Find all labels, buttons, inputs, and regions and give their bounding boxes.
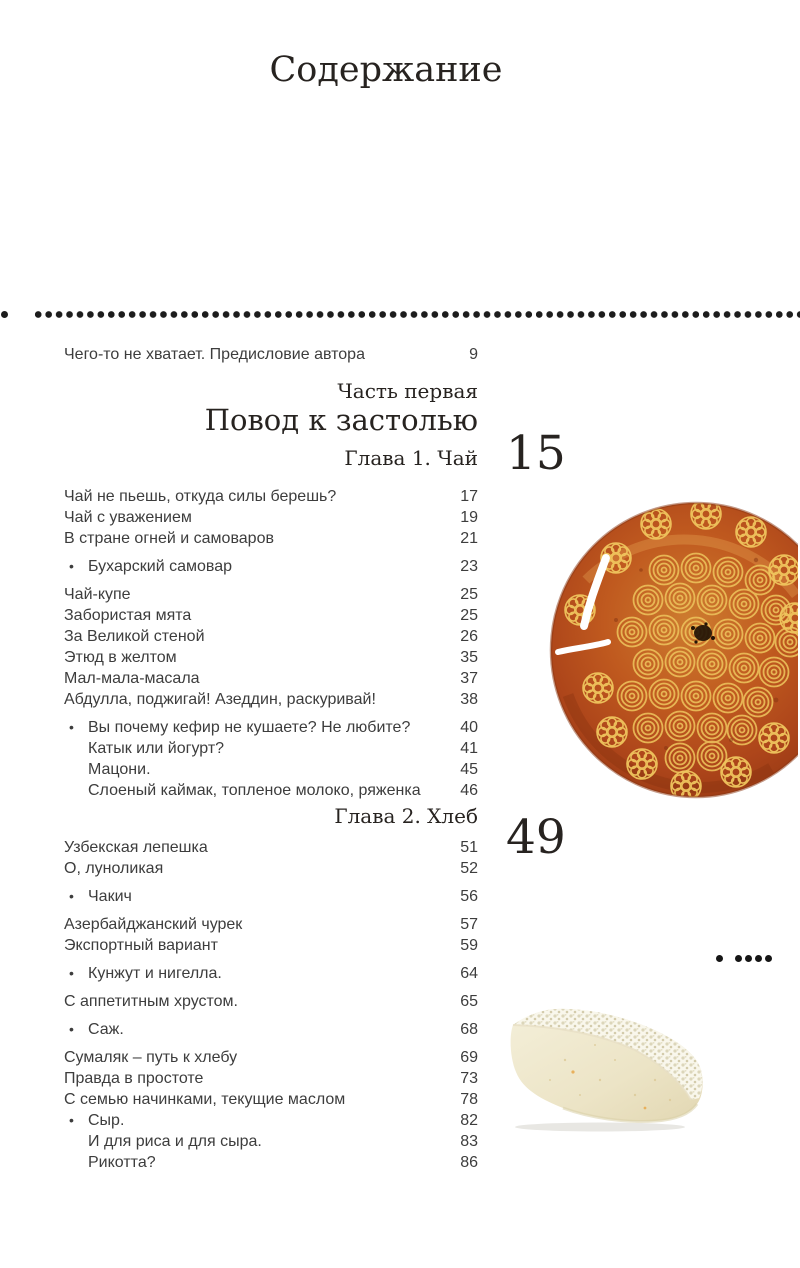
toc-entry-page: 73 (460, 1070, 478, 1087)
toc-entry-label: Чай не пьешь, откуда силы берешь? (64, 488, 337, 505)
ornament-dot (755, 955, 762, 962)
toc-entry-label: И для риса и для сыра. (88, 1133, 262, 1150)
ornament-dot (765, 955, 772, 962)
toc-entry-label: Забористая мята (64, 607, 192, 624)
toc-entry (64, 1152, 478, 1173)
toc-entry (64, 344, 478, 365)
toc-entry (64, 886, 478, 907)
toc-entry (64, 1131, 478, 1152)
toc-entry-label: За Великой стеной (64, 628, 205, 645)
toc-entry-page: 9 (469, 346, 478, 363)
divider-dot-strip (33, 310, 800, 319)
toc-entry-page: 45 (460, 761, 478, 778)
chapter-page-number: 15 (506, 426, 566, 481)
toc-entry-label: Чай-купе (64, 586, 131, 603)
toc-entry-label: Чакич (88, 888, 132, 905)
bullet-icon: • (69, 1112, 74, 1128)
toc-entry-label: Мацони. (88, 761, 151, 778)
toc-entry (64, 717, 478, 738)
dots-ornament (716, 955, 775, 962)
toc-entry-page: 25 (460, 607, 478, 624)
toc-entry-label: Катык или йогурт? (88, 740, 225, 757)
toc-entry-label: Слоеный каймак, топленое молоко, ряженка (88, 782, 421, 799)
toc-entry-label: Правда в простоте (64, 1070, 204, 1087)
part-kicker: Часть первая (337, 379, 478, 403)
toc-entry-label: Сумаляк – путь к хлебу (64, 1049, 238, 1066)
toc-entry-label: Экспортный вариант (64, 937, 218, 954)
toc-entry (64, 486, 478, 507)
toc-entry-page: 69 (460, 1049, 478, 1066)
toc-entry (64, 605, 478, 626)
toc-entry (64, 507, 478, 528)
toc-entry (64, 963, 478, 984)
toc-entry-page: 64 (460, 965, 478, 982)
toc-entry-label: Вы почему кефир не кушаете? Не любите? (88, 719, 411, 736)
toc-entry (64, 914, 478, 935)
toc-entry (64, 1068, 478, 1089)
toc-entry (64, 991, 478, 1012)
toc-entry-label: Рикотта? (88, 1154, 156, 1171)
toc-entry (64, 528, 478, 549)
toc-entry-page: 68 (460, 1021, 478, 1038)
dotted-divider (0, 310, 800, 319)
toc-entry-page: 78 (460, 1091, 478, 1108)
toc-entry-page: 57 (460, 916, 478, 933)
toc-column (64, 344, 478, 1173)
toc-entry (64, 759, 478, 780)
page-title: Содержание (269, 50, 503, 90)
toc-entry (64, 738, 478, 759)
bullet-icon: • (69, 558, 74, 574)
toc-entry-label: О, луноликая (64, 860, 164, 877)
chapter-page-number: 49 (506, 810, 566, 865)
toc-entry-page: 26 (460, 628, 478, 645)
toc-entry-page: 82 (460, 1112, 478, 1129)
toc-entry-label: Чего-то не хватает. Предисловие автора (64, 346, 365, 363)
toc-entry (64, 1110, 478, 1131)
toc-entry (64, 647, 478, 668)
toc-entry (64, 780, 478, 801)
toc-entry (64, 1047, 478, 1068)
toc-entry-label: Мал-мала-масала (64, 670, 200, 687)
toc-entry (64, 1089, 478, 1110)
toc-entry-page: 51 (460, 839, 478, 856)
toc-entry-label: Кунжут и нигелла. (88, 965, 222, 982)
part-title: Повод к застолью (204, 403, 478, 437)
toc-entry-label: В стране огней и самоваров (64, 530, 274, 547)
toc-entry-page: 23 (460, 558, 478, 575)
toc-entry-label: Абдулла, поджигай! Азеддин, раскуривай! (64, 691, 376, 708)
toc-entry (64, 1019, 478, 1040)
chapter-heading: Глава 1. Чай (344, 446, 478, 470)
chapter (64, 445, 478, 801)
toc-entry-label: Саж. (88, 1021, 124, 1038)
toc-entry (64, 626, 478, 647)
cheese-photo (505, 1000, 710, 1132)
toc-entry-label: Чай с уважением (64, 509, 192, 526)
bullet-icon: • (69, 965, 74, 981)
toc-entry-page: 38 (460, 691, 478, 708)
toc-entry-page: 21 (460, 530, 478, 547)
divider-dot (1, 311, 8, 318)
toc-entry-page: 17 (460, 488, 478, 505)
toc-entry (64, 837, 478, 858)
toc-entry-label: С семью начинками, текущие маслом (64, 1091, 346, 1108)
toc-entry-label: Узбекская лепешка (64, 839, 208, 856)
chapter-heading: Глава 2. Хлеб (334, 804, 478, 828)
toc-entry (64, 556, 478, 577)
toc-entry-label: Сыр. (88, 1112, 125, 1129)
chapter (64, 803, 478, 1173)
toc-entry (64, 584, 478, 605)
toc-entry (64, 689, 478, 710)
bread-photo (546, 500, 798, 800)
toc-entry-page: 37 (460, 670, 478, 687)
toc-entry-label: С аппетитным хрустом. (64, 993, 238, 1010)
toc-entry (64, 668, 478, 689)
toc-entry-page: 83 (460, 1133, 478, 1150)
toc-entry-page: 52 (460, 860, 478, 877)
ornament-dot (735, 955, 742, 962)
ornament-dot (716, 955, 723, 962)
toc-entry (64, 858, 478, 879)
toc-entry-label: Бухарский самовар (88, 558, 232, 575)
toc-entry (64, 935, 478, 956)
toc-entry-page: 46 (460, 782, 478, 799)
toc-entry-page: 19 (460, 509, 478, 526)
toc-entry-page: 25 (460, 586, 478, 603)
toc-entry-page: 86 (460, 1154, 478, 1171)
toc-entry-page: 40 (460, 719, 478, 736)
toc-entry-page: 41 (460, 740, 478, 757)
bullet-icon: • (69, 1021, 74, 1037)
toc-entry-label: Азербайджанский чурек (64, 916, 243, 933)
chapters (64, 445, 478, 1173)
toc-entry-page: 56 (460, 888, 478, 905)
toc-entry-page: 59 (460, 937, 478, 954)
toc-entry-page: 65 (460, 993, 478, 1010)
bullet-icon: • (69, 888, 74, 904)
toc-entry-page: 35 (460, 649, 478, 666)
ornament-dot (745, 955, 752, 962)
toc-entry-label: Этюд в желтом (64, 649, 177, 666)
bullet-icon: • (69, 719, 74, 735)
